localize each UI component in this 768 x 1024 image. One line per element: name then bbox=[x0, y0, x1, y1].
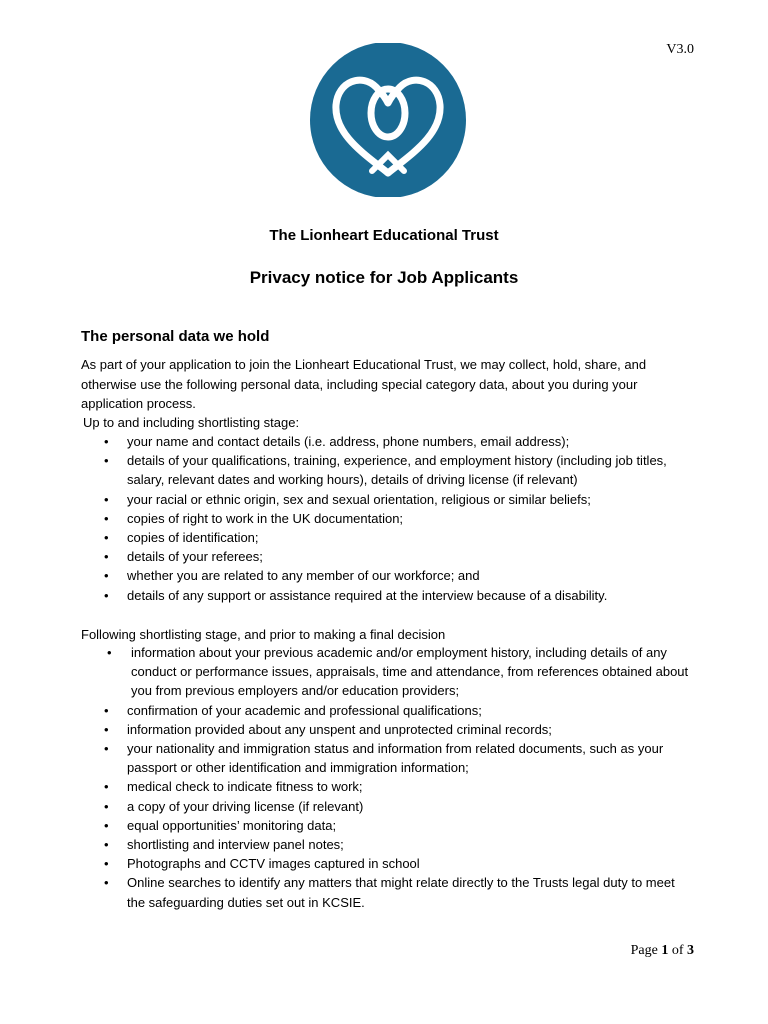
list-item: • details of your qualifications, training, experience, and employment history (including job titles, salary, relevant dates and working hours), details of driving license (if relevant) bbox=[104, 453, 667, 488]
list-item: • Photographs and CCTV images captured in school bbox=[0, 854, 695, 873]
list-item: • copies of identification; bbox=[0, 528, 695, 547]
stage1-label: Up to and including shortlisting stage: bbox=[83, 415, 300, 430]
intro-paragraph: As part of your application to join the Lionheart Educational Trust, we may collect, hold, share, and otherwise use the following personal data, including special category data, about you during your application process. bbox=[81, 357, 647, 411]
bullet-icon: • bbox=[104, 837, 109, 853]
stage1-list bbox=[0, 432, 695, 605]
bullet-icon: • bbox=[104, 587, 109, 603]
list-item: • details of any support or assistance required at the interview because of a disability. bbox=[0, 586, 695, 605]
stage2-label: Following shortlisting stage, and prior to making a final decision bbox=[81, 627, 446, 642]
list-item: • whether you are related to any member of our workforce; and bbox=[0, 566, 695, 585]
list-item: • shortlisting and interview panel notes; bbox=[0, 835, 695, 854]
list-item: • copies of right to work in the UK documentation; bbox=[0, 509, 695, 528]
bullet-icon: • bbox=[104, 741, 109, 757]
document-title: Privacy notice for Job Applicants bbox=[249, 268, 519, 287]
bullet-icon: • bbox=[104, 510, 109, 526]
list-item: • your nationality and immigration status and information from related documents, such as your passport or other identification and immigration information; bbox=[104, 741, 664, 776]
version-label: V3.0 bbox=[666, 42, 694, 57]
list-item: • your name and contact details (i.e. address, phone numbers, email address); bbox=[0, 432, 695, 451]
list-item: • a copy of your driving license (if relevant) bbox=[0, 797, 695, 816]
stage2-list bbox=[0, 643, 699, 912]
list-item: • confirmation of your academic and professional qualifications; bbox=[0, 701, 695, 720]
list-item: • details of your referees; bbox=[0, 547, 695, 566]
bullet-icon: • bbox=[104, 491, 109, 507]
list-item: • information provided about any unspent and unprotected criminal records; bbox=[0, 720, 695, 739]
bullet-icon: • bbox=[104, 856, 109, 872]
page-number: Page 1 of 3 bbox=[630, 943, 694, 958]
bullet-icon: • bbox=[104, 530, 109, 546]
bullet-icon: • bbox=[104, 453, 109, 469]
bullet-icon: • bbox=[104, 798, 109, 814]
bullet-icon: • bbox=[104, 779, 109, 795]
bullet-icon: • bbox=[104, 875, 109, 891]
bullet-icon: • bbox=[107, 645, 112, 660]
bullet-icon: • bbox=[104, 721, 109, 737]
list-item: • equal opportunities’ monitoring data; bbox=[0, 816, 695, 835]
bullet-icon: • bbox=[104, 549, 109, 565]
heart-logo-icon bbox=[306, 43, 470, 197]
bullet-icon: • bbox=[104, 568, 109, 584]
bullet-icon: • bbox=[104, 702, 109, 718]
list-item: • medical check to indicate fitness to work; bbox=[0, 777, 695, 796]
organization-title: The Lionheart Educational Trust bbox=[269, 227, 499, 244]
list-item: • your racial or ethnic origin, sex and sexual orientation, religious or similar beliefs; bbox=[0, 490, 695, 509]
list-item: • information about your previous academic and/or employment history, including details of any conduct or performance issues, appraisals, time and attendance, from references obtained about you from previous employers and/or education providers; bbox=[107, 645, 689, 699]
bullet-icon: • bbox=[104, 434, 109, 449]
list-item: • Online searches to identify any matters that might relate directly to the Trusts legal duty to meet the safeguarding duties set out in KCSIE. bbox=[104, 875, 675, 910]
section-heading: The personal data we hold bbox=[81, 328, 270, 345]
bullet-icon: • bbox=[104, 817, 109, 833]
